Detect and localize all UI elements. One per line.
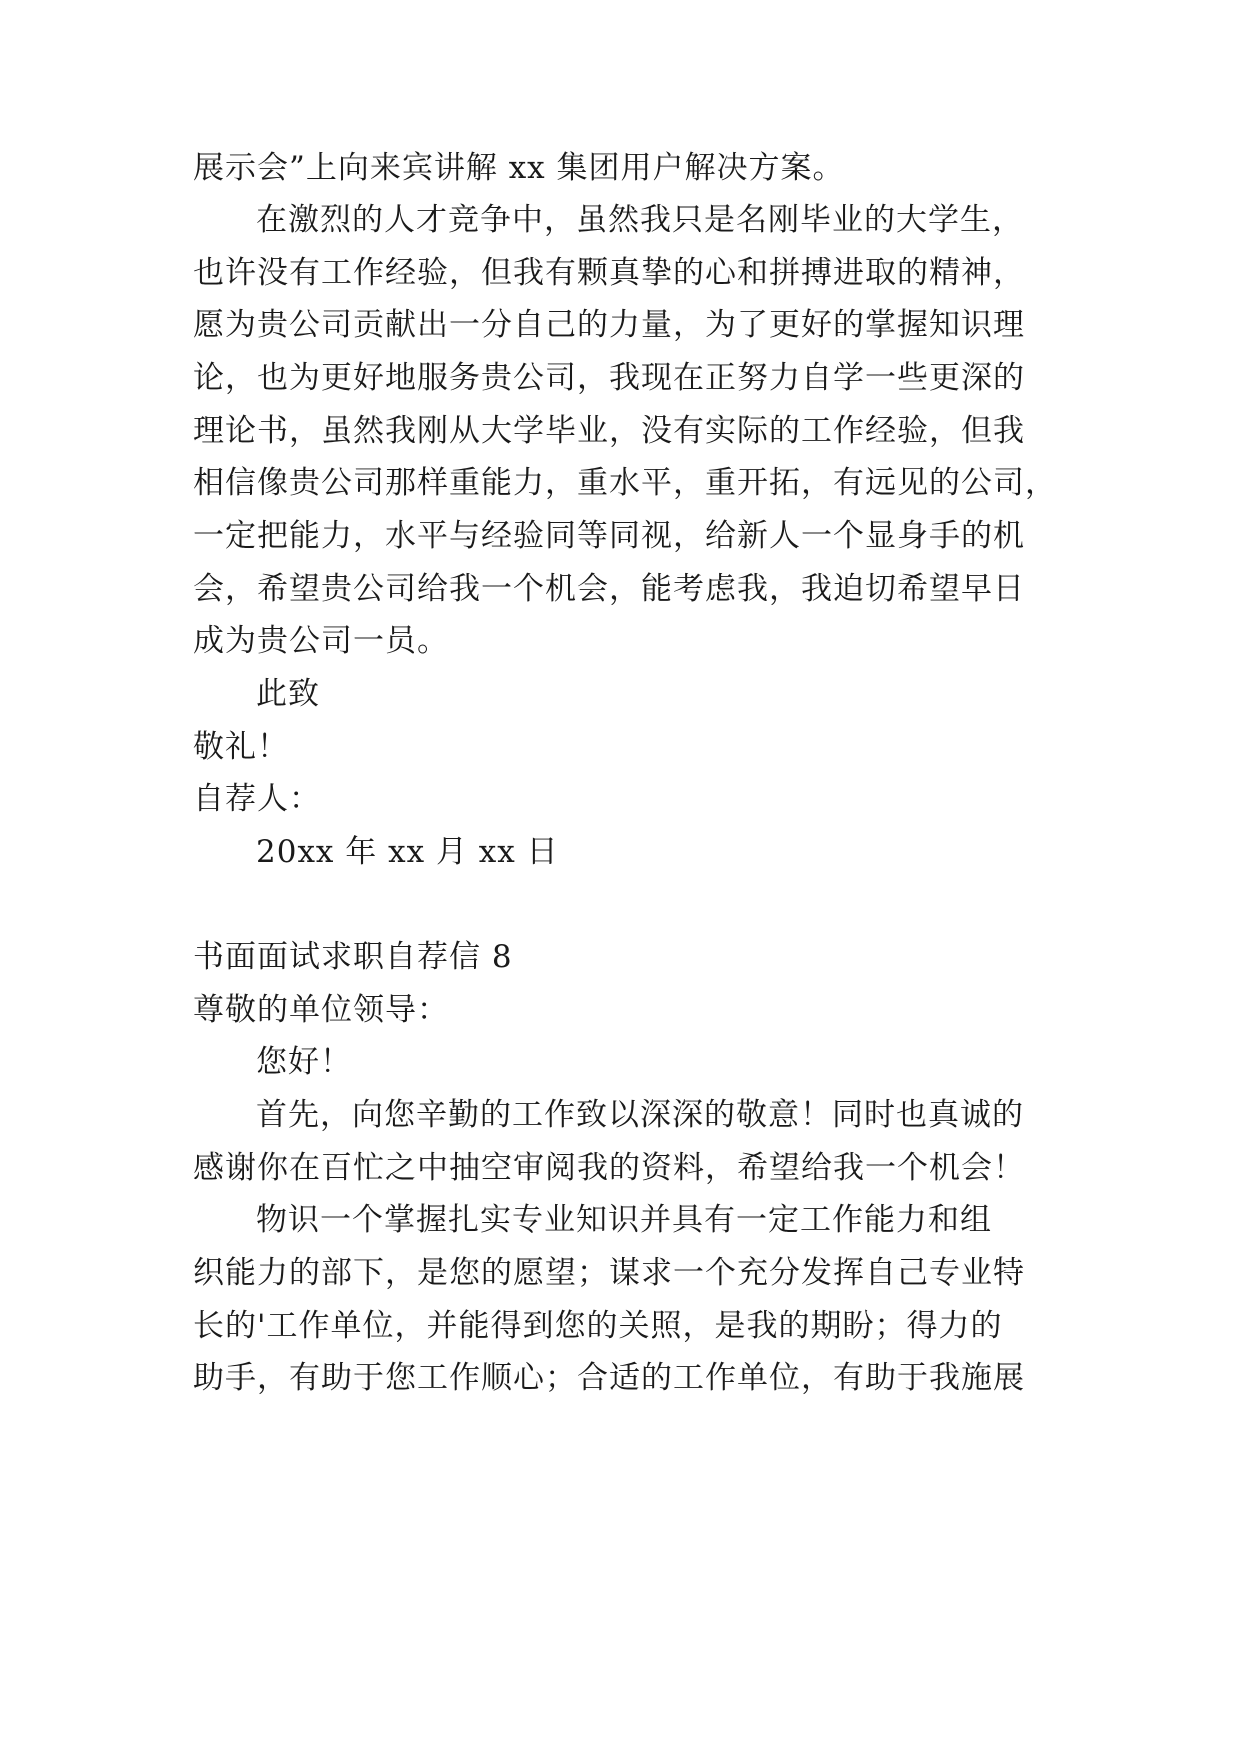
text-line: 相信像贵公司那样重能力，重水平，重开拓，有远见的公司， — [193, 465, 1057, 501]
text-line: 理论书，虽然我刚从大学毕业，没有实际的工作经验，但我 — [193, 413, 1025, 449]
text-line: 物识一个掌握扎实专业知识并具有一定工作能力和组 — [256, 1202, 992, 1238]
text-line: 愿为贵公司贡献出一分自己的力量，为了更好的掌握知识理 — [193, 307, 1025, 343]
section-title: 书面面试求职自荐信 8 — [193, 939, 513, 975]
text-line: 展示会”上向来宾讲解 xx 集团用户解决方案。 — [193, 150, 845, 186]
text-line: 会，希望贵公司给我一个机会，能考虑我，我迫切希望早日 — [193, 571, 1025, 607]
text-line: 在激烈的人才竞争中，虽然我只是名刚毕业的大学生， — [256, 202, 1024, 238]
text-line: 一定把能力，水平与经验同等同视，给新人一个显身手的机 — [193, 518, 1025, 554]
text-line: 助手，有助于您工作顺心；合适的工作单位，有助于我施展 — [193, 1360, 1025, 1396]
text-line: 成为贵公司一员。 — [193, 623, 449, 659]
closing-salutation: 此致 — [256, 676, 320, 712]
text-line: 论，也为更好地服务贵公司，我现在正努力自学一些更深的 — [193, 360, 1025, 396]
greeting-hello: 您好！ — [256, 1044, 352, 1080]
text-line: 长的'工作单位，并能得到您的关照，是我的期盼；得力的 — [193, 1308, 1003, 1344]
closing-regards: 敬礼！ — [193, 729, 289, 765]
text-line: 首先，向您辛勤的工作致以深深的敬意！同时也真诚的 — [256, 1097, 1024, 1133]
greeting: 尊敬的单位领导： — [193, 992, 449, 1028]
text-line: 感谢你在百忙之中抽空审阅我的资料，希望给我一个机会！ — [193, 1150, 1025, 1186]
text-line: 织能力的部下，是您的愿望；谋求一个充分发挥自己专业特 — [193, 1255, 1025, 1291]
signature-label: 自荐人： — [193, 781, 321, 817]
date-line: 20xx 年 xx 月 xx 日 — [256, 834, 559, 870]
text-line: 也许没有工作经验，但我有颗真挚的心和拼搏进取的精神， — [193, 255, 1025, 291]
